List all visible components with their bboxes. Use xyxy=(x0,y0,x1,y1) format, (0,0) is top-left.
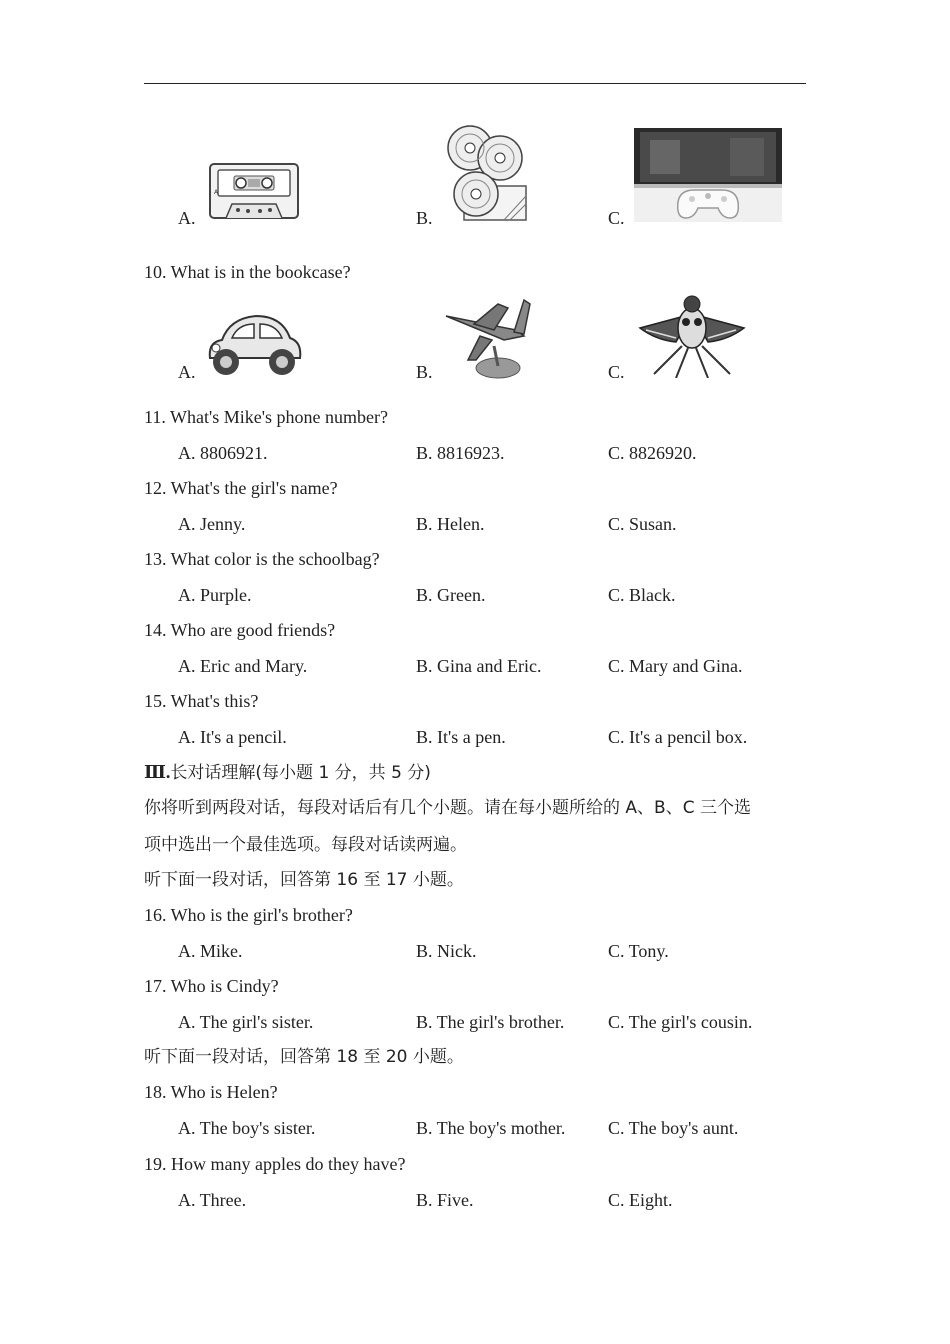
q15-option-c: C. It's a pencil box. xyxy=(608,727,748,747)
q18-question: 18. Who is Helen? xyxy=(144,1082,278,1102)
q19-question: 19. How many apples do they have? xyxy=(144,1154,406,1174)
q10-option-a-label: A. xyxy=(178,362,196,382)
dialogue-1-intro: 听下面一段对话，回答第 16 至 17 小题。 xyxy=(144,870,464,890)
q16-option-c: C. Tony. xyxy=(608,941,669,961)
q15-option-a: A. It's a pencil. xyxy=(178,727,287,747)
q14-question: 14. Who are good friends? xyxy=(144,620,336,640)
q17-option-c: C. The girl's cousin. xyxy=(608,1012,753,1032)
q10-option-c-label: C. xyxy=(608,362,625,382)
q11-option-a: A. 8806921. xyxy=(178,443,268,463)
section-3-number: Ⅲ. xyxy=(144,762,171,782)
q13-question: 13. What color is the schoolbag? xyxy=(144,549,380,569)
section-3-instruction-line1: 你将听到两段对话，每段对话后有几个小题。请在每小题所给的 A、B、C 三个选 xyxy=(144,798,751,818)
model-plane-icon xyxy=(444,296,532,380)
q10-option-b-label: B. xyxy=(416,362,433,382)
q14-option-a: A. Eric and Mary. xyxy=(178,656,308,676)
q14-option-b: B. Gina and Eric. xyxy=(416,656,542,676)
q12-option-a: A. Jenny. xyxy=(178,514,246,534)
q13-option-c: C. Black. xyxy=(608,585,676,605)
q15-option-b: B. It's a pen. xyxy=(416,727,506,747)
section-3-instruction-line2: 项中选出一个最佳选项。每段对话读两遍。 xyxy=(144,835,467,855)
dialogue-2-intro: 听下面一段对话，回答第 18 至 20 小题。 xyxy=(144,1047,464,1067)
q9-option-a-label: A. xyxy=(178,208,196,228)
q18-option-b: B. The boy's mother. xyxy=(416,1118,566,1138)
q12-question: 12. What's the girl's name? xyxy=(144,478,338,498)
q11-question: 11. What's Mike's phone number? xyxy=(144,407,388,427)
q19-option-c: C. Eight. xyxy=(608,1190,673,1210)
cd-discs-icon xyxy=(446,124,528,222)
q12-option-b: B. Helen. xyxy=(416,514,485,534)
q17-question: 17. Who is Cindy? xyxy=(144,976,279,996)
q11-option-b: B. 8816923. xyxy=(416,443,505,463)
section-3-title: 长对话理解(每小题 1 分，共 5 分) xyxy=(170,763,431,783)
q11-option-c: C. 8826920. xyxy=(608,443,697,463)
q17-option-a: A. The girl's sister. xyxy=(178,1012,314,1032)
svg-text:A: A xyxy=(214,189,219,196)
q15-question: 15. What's this? xyxy=(144,691,259,711)
q10-question: 10. What is in the bookcase? xyxy=(144,262,351,282)
q16-option-b: B. Nick. xyxy=(416,941,477,961)
header-rule xyxy=(144,83,806,84)
q14-option-c: C. Mary and Gina. xyxy=(608,656,743,676)
cassette-tape-icon xyxy=(208,162,300,220)
game-console-icon xyxy=(634,128,782,222)
q9-option-b-label: B. xyxy=(416,208,433,228)
q9-option-c-label: C. xyxy=(608,208,625,228)
q19-option-a: A. Three. xyxy=(178,1190,247,1210)
q16-option-a: A. Mike. xyxy=(178,941,243,961)
q18-option-a: A. The boy's sister. xyxy=(178,1118,316,1138)
kite-icon xyxy=(636,294,748,378)
q17-option-b: B. The girl's brother. xyxy=(416,1012,565,1032)
q13-option-a: A. Purple. xyxy=(178,585,252,605)
q19-option-b: B. Five. xyxy=(416,1190,474,1210)
q18-option-c: C. The boy's aunt. xyxy=(608,1118,739,1138)
section-3-heading xyxy=(144,762,431,783)
q16-question: 16. Who is the girl's brother? xyxy=(144,905,353,925)
q13-option-b: B. Green. xyxy=(416,585,486,605)
toy-car-icon xyxy=(204,308,304,380)
q12-option-c: C. Susan. xyxy=(608,514,677,534)
